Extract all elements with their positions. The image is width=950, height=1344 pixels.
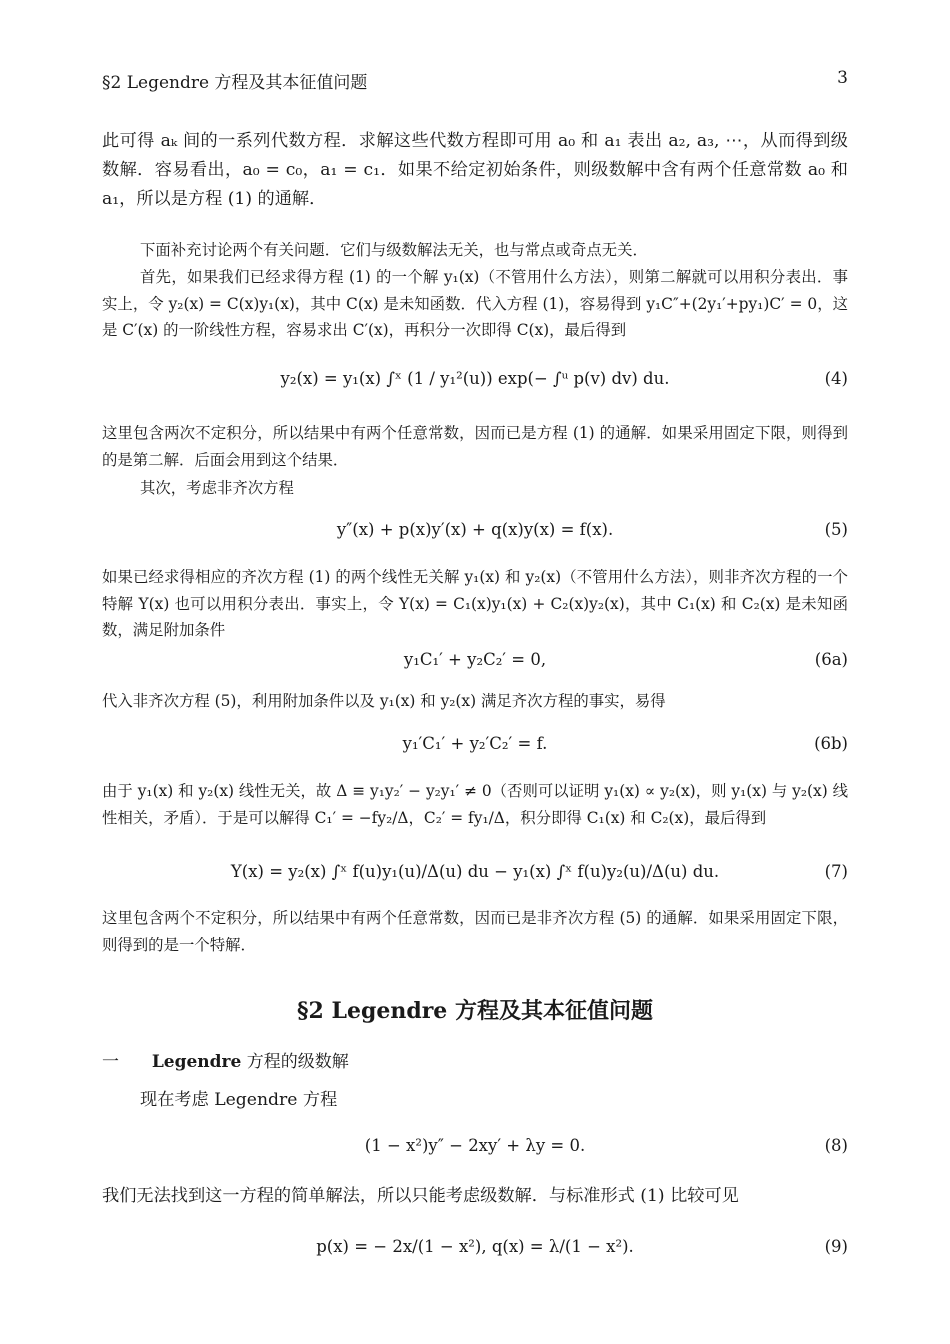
equation-8-formula: (1 − x²)y″ − 2xy′ + λy = 0. [364,1136,586,1155]
equation-7-formula: Y(x) = y₂(x) ∫ˣ f(u)y₁(u)/Δ(u) du − y₁(x) ∫ˣ f(u)y₂(u)/Δ(u) du. [230,862,720,881]
equation-9-number: (9) [824,1237,848,1256]
equation-8-number: (8) [824,1136,848,1155]
equation-8 [102,1132,848,1166]
equation-6a-number: (6a) [814,650,848,669]
equation-6b [102,730,848,764]
equation-5 [102,516,848,550]
equation-6b-number: (6b) [814,734,848,753]
subsection-title-rest: 方程的级数解 [241,1052,349,1072]
paragraph-second-solution: 首先，如果我们已经求得方程 (1) 的一个解 y₁(x)（不管用什么方法），则第二解就可以用积分表出．事实上，令 y₂(x) = C(x)y₁(x)，其中 C(x) 是未知函数．代入方程 (1)，容易得到 y₁C″+(2y₁′+py₁)C′ = 0，这是 C′(x) 的一阶线性方程，容易求出 C′(x)，再积分一次即得 C(x)，最后得到 [102,268,848,339]
document-page [102,0,848,1344]
equation-5-number: (5) [824,520,848,539]
equation-4-number: (4) [824,369,848,388]
paragraph-substitution: 代入非齐次方程 (5)，利用附加条件以及 y₁(x) 和 y₂(x) 满足齐次方程的事实，易得 [102,692,666,710]
section-title: §2 Legendre 方程及其本征值问题 [297,998,653,1024]
paragraph-nonhomogeneous-intro: 其次，考虑非齐次方程 [140,479,294,497]
equation-6b-formula: y₁′C₁′ + y₂′C₂′ = f. [402,734,548,753]
equation-4-formula: y₂(x) = y₁(x) ∫ˣ (1 / y₁²(u)) exp(− ∫ᵘ p(v) dv) du. [280,369,670,388]
paragraph-wronskian: 由于 y₁(x) 和 y₂(x) 线性无关，故 Δ ≡ y₁y₂′ − y₂y₁′ ≠ 0（否则可以证明 y₁(x) ∝ y₂(x)，则 y₁(x) 与 y₂(x) 线性相关，矛盾）．于是可以解得 C₁′ = −fy₂/Δ，C₂′ = fy₁/Δ，积分即得 C₁(x) 和 C₂(x)，最后得到 [102,782,848,827]
equation-6a-formula: y₁C₁′ + y₂C₂′ = 0, [403,650,547,669]
equation-9 [102,1233,848,1267]
paragraph-nonhomogeneous-general: 这里包含两个不定积分，所以结果中有两个任意常数，因而已是非齐次方程 (5) 的通解．如果采用固定下限，则得到的是一个特解． [102,909,848,954]
paragraph-legendre-intro: 现在考虑 Legendre 方程 [140,1090,338,1110]
equation-6a [102,646,848,680]
paragraph-series-approach: 我们无法找到这一方程的简单解法，所以只能考虑级数解．与标准形式 (1) 比较可见 [102,1186,739,1206]
equation-5-formula: y″(x) + p(x)y′(x) + q(x)y(x) = f(x). [336,520,614,539]
paragraph-particular-solution: 如果已经求得相应的齐次方程 (1) 的两个线性无关解 y₁(x) 和 y₂(x)（不管用什么方法），则非齐次方程的一个特解 Y(x) 也可以用积分表出．事实上，令 Y(x) = C₁(x)y₁(x) + C₂(x)y₂(x)，其中 C₁(x) 和 C₂(x) 是未知函数，满足附加条件 [102,568,848,639]
equation-9-formula: p(x) = − 2x/(1 − x²), q(x) = λ/(1 − x²). [316,1237,634,1256]
running-header [102,68,848,94]
equation-7-number: (7) [824,862,848,881]
paragraph-general-solution-note: 这里包含两次不定积分，所以结果中有两个任意常数，因而已是方程 (1) 的通解．如果采用固定下限，则得到的是第二解．后面会用到这个结果． [102,424,848,469]
paragraph-supplement-intro: 下面补充讨论两个有关问题．它们与级数解法无关，也与常点或奇点无关． [140,241,648,259]
page-number: 3 [837,68,848,88]
paragraph-series-conclusion: 此可得 aₖ 间的一系列代数方程．求解这些代数方程即可用 a₀ 和 a₁ 表出 a₂, a₃, ⋯，从而得到级数解．容易看出，a₀ = c₀，a₁ = c₁．如果不给定初始条件，则级数解中含有两个任意常数 a₀ 和 a₁，所以是方程 (1) 的通解． [102,131,848,209]
subsection-number: 一 [102,1052,119,1072]
equation-4 [102,365,848,399]
subsection-heading [102,1047,349,1072]
equation-7 [102,858,848,892]
header-title: §2 Legendre 方程及其本征值问题 [102,73,368,93]
subsection-title-bold: Legendre [151,1052,242,1072]
